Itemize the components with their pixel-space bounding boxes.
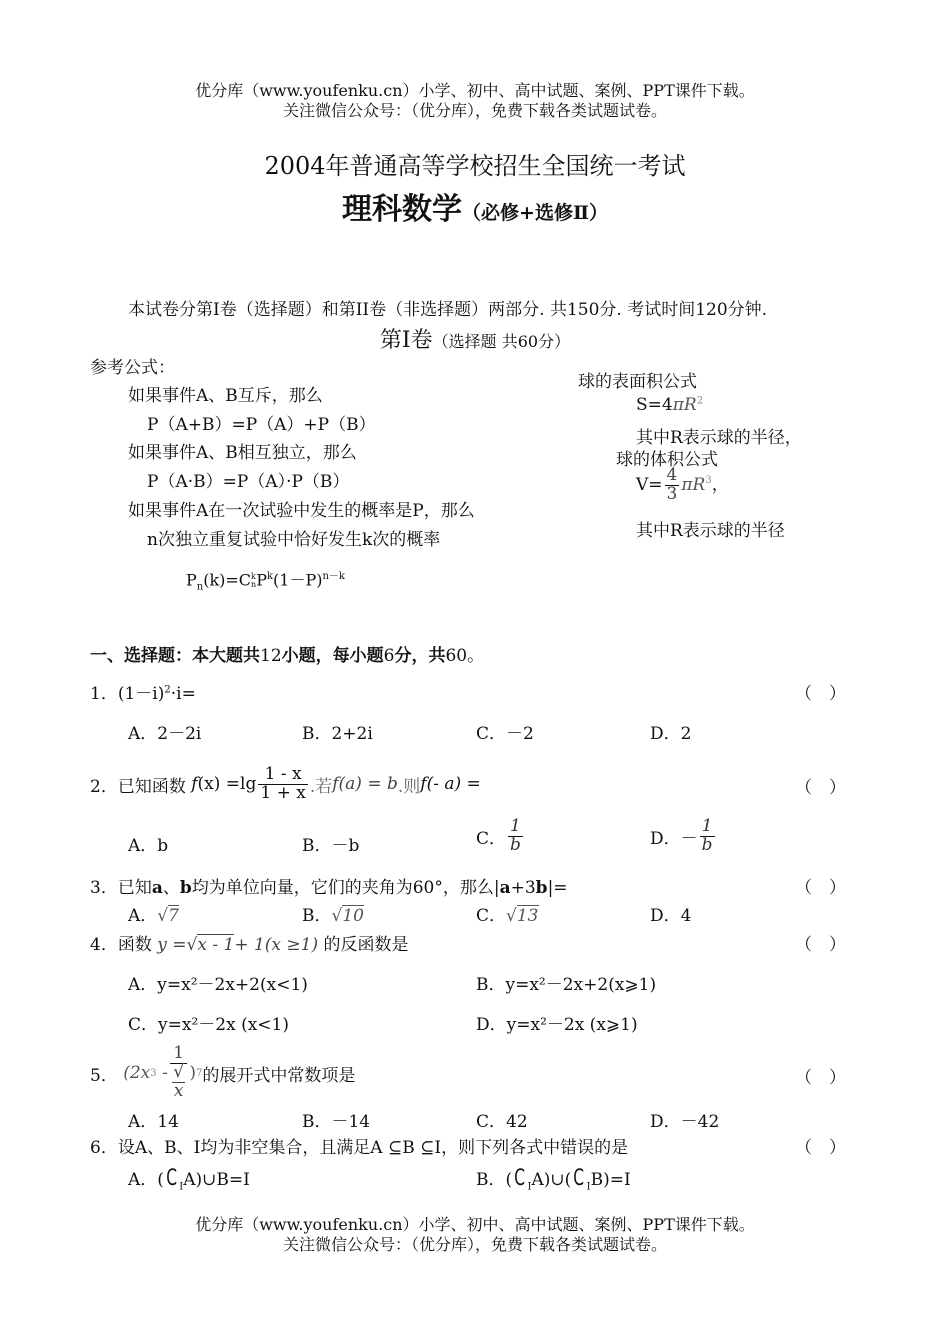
q5-option-a[interactable]: A．14 (128, 1112, 179, 1132)
q4-option-a[interactable]: A．y=x²－2x+2(x<1) (128, 975, 308, 995)
q2-option-c[interactable]: C． $\frac{1}{b}$ (476, 816, 521, 855)
complement-symbol: C (573, 1166, 585, 1191)
q1-answer-bracket[interactable]: （ ） (795, 684, 846, 704)
section1-heading: 一、选择题：本大题共12小题，每小题6分，共60。 (90, 646, 485, 666)
intro-text: 本试卷分第I卷（选择题）和第II卷（非选择题）两部分. 共150分. 考试时间120分钟. (128, 300, 768, 320)
q1-option-d[interactable]: D．2 (650, 724, 692, 744)
q1-option-b[interactable]: B．2+2i (302, 724, 373, 744)
surface-note: 其中R表示球的半径， (636, 428, 802, 448)
q2-option-d[interactable]: D．－ $\frac{1}{b}$ (650, 816, 713, 855)
q5-stem: 5． (2x 3 - 1 √ x ) 7 的展开式中常数项是 (90, 1043, 356, 1101)
part1-heading (0, 323, 950, 354)
q2-option-a[interactable]: A．b (128, 836, 169, 856)
q5-option-d[interactable]: D．－42 (650, 1112, 720, 1132)
q1-option-a[interactable]: A．2－2i (128, 724, 202, 744)
q3-stem: 3．已知a、b均为单位向量，它们的夹角为60°，那么|a+3b|= (90, 878, 568, 898)
complement-symbol: C (166, 1166, 177, 1191)
footer-line-2: 关注微信公众号：（优分库），免费下载各类试题试卷。 (282, 1235, 667, 1254)
formula-line-3: 如果事件A、B相互独立，那么 (128, 443, 357, 463)
formula-line-2: P（A+B）=P（A）+P（B） (147, 415, 376, 435)
q6-stem: 6．设A、B、I均为非空集合，且满足A ⊆B ⊆I，则下列各式中错误的是 (90, 1138, 629, 1158)
q5-option-c[interactable]: C．42 (476, 1112, 528, 1132)
q3-option-c[interactable]: C．√13 (476, 906, 539, 926)
volume-formula: V= $\frac{4}{3}$ $\pi R^3$， (636, 465, 729, 504)
header-line-2: 关注微信公众号：（优分库），免费下载各类试题试卷。 (282, 101, 667, 120)
q2-stem: 2． 已知函数 f (x) =lg $\frac{1 - x}{1 + x}$ .若 f(a) = b .则 f(- a) = (90, 763, 481, 803)
q4-option-b[interactable]: B．y=x²－2x+2(x⩾1) (476, 975, 657, 995)
binomial-formula: $P_n(k)=C$ k n $P^k(1-P)^{n-k}$ (186, 570, 345, 593)
subject-title (0, 184, 950, 228)
formula-line-5: 如果事件A在一次试验中发生的概率是P，那么 (128, 501, 475, 521)
q4-option-c[interactable]: C．y=x²－2x (x<1) (128, 1015, 289, 1035)
footer-line-1: 优分库（www.youfenku.cn）小学、初中、高中试题、案例、PPT课件下载。 (195, 1215, 755, 1234)
q6-answer-bracket[interactable]: （ ） (795, 1138, 846, 1158)
formula-line-4: P（A·B）=P（A）·P（B） (147, 472, 350, 492)
formula-heading: 参考公式： (90, 358, 175, 378)
q1-option-c[interactable]: C．－2 (476, 724, 534, 744)
q5-answer-bracket[interactable]: （ ） (795, 1068, 846, 1088)
q4-option-d[interactable]: D．y=x²－2x (x⩾1) (476, 1015, 638, 1035)
q4-answer-bracket[interactable]: （ ） (795, 935, 846, 955)
exam-title: 2004年普通高等学校招生全国统一考试 (264, 152, 686, 180)
subject-note: （必修+选修Ⅱ） (462, 202, 608, 224)
q4-stem: 4．函数 y =√x - 1+ 1(x ≥1) 的反函数是 (90, 935, 409, 955)
part1-note: （选择题 共60分） (432, 332, 571, 351)
q6-option-b[interactable]: B．( C $_I$A)∪( C $_I$B)=I (476, 1166, 631, 1193)
subject-name: 理科数学 (342, 192, 463, 227)
formula-line-6: n次独立重复试验中恰好发生k次的概率 (147, 530, 441, 550)
q1-stem: 1．$(1-i)^2\cdot i=$ (90, 684, 196, 704)
q6-option-a[interactable]: A．( C $_I$A)∪B=I (128, 1166, 250, 1193)
surface-title: 球的表面积公式 (578, 372, 697, 392)
surface-formula: $S=4\pi R^2$ (636, 395, 704, 415)
q5-option-b[interactable]: B．－14 (302, 1112, 371, 1132)
volume-title: 球的体积公式 (616, 450, 718, 470)
q3-answer-bracket[interactable]: （ ） (795, 878, 846, 898)
q3-option-a[interactable]: A．√7 (128, 906, 179, 926)
complement-symbol: C (514, 1166, 526, 1191)
q3-option-d[interactable]: D．4 (650, 906, 692, 926)
q3-option-b[interactable]: B．√10 (302, 906, 364, 926)
formula-line-1: 如果事件A、B互斥，那么 (128, 386, 323, 406)
part1-title: 第Ⅰ卷 (379, 328, 433, 353)
q2-answer-bracket[interactable]: （ ） (795, 778, 846, 798)
volume-note: 其中R表示球的半径 (636, 521, 785, 541)
header-line-1: 优分库（www.youfenku.cn）小学、初中、高中试题、案例、PPT课件下载。 (195, 81, 755, 100)
q2-option-b[interactable]: B．－b (302, 836, 360, 856)
